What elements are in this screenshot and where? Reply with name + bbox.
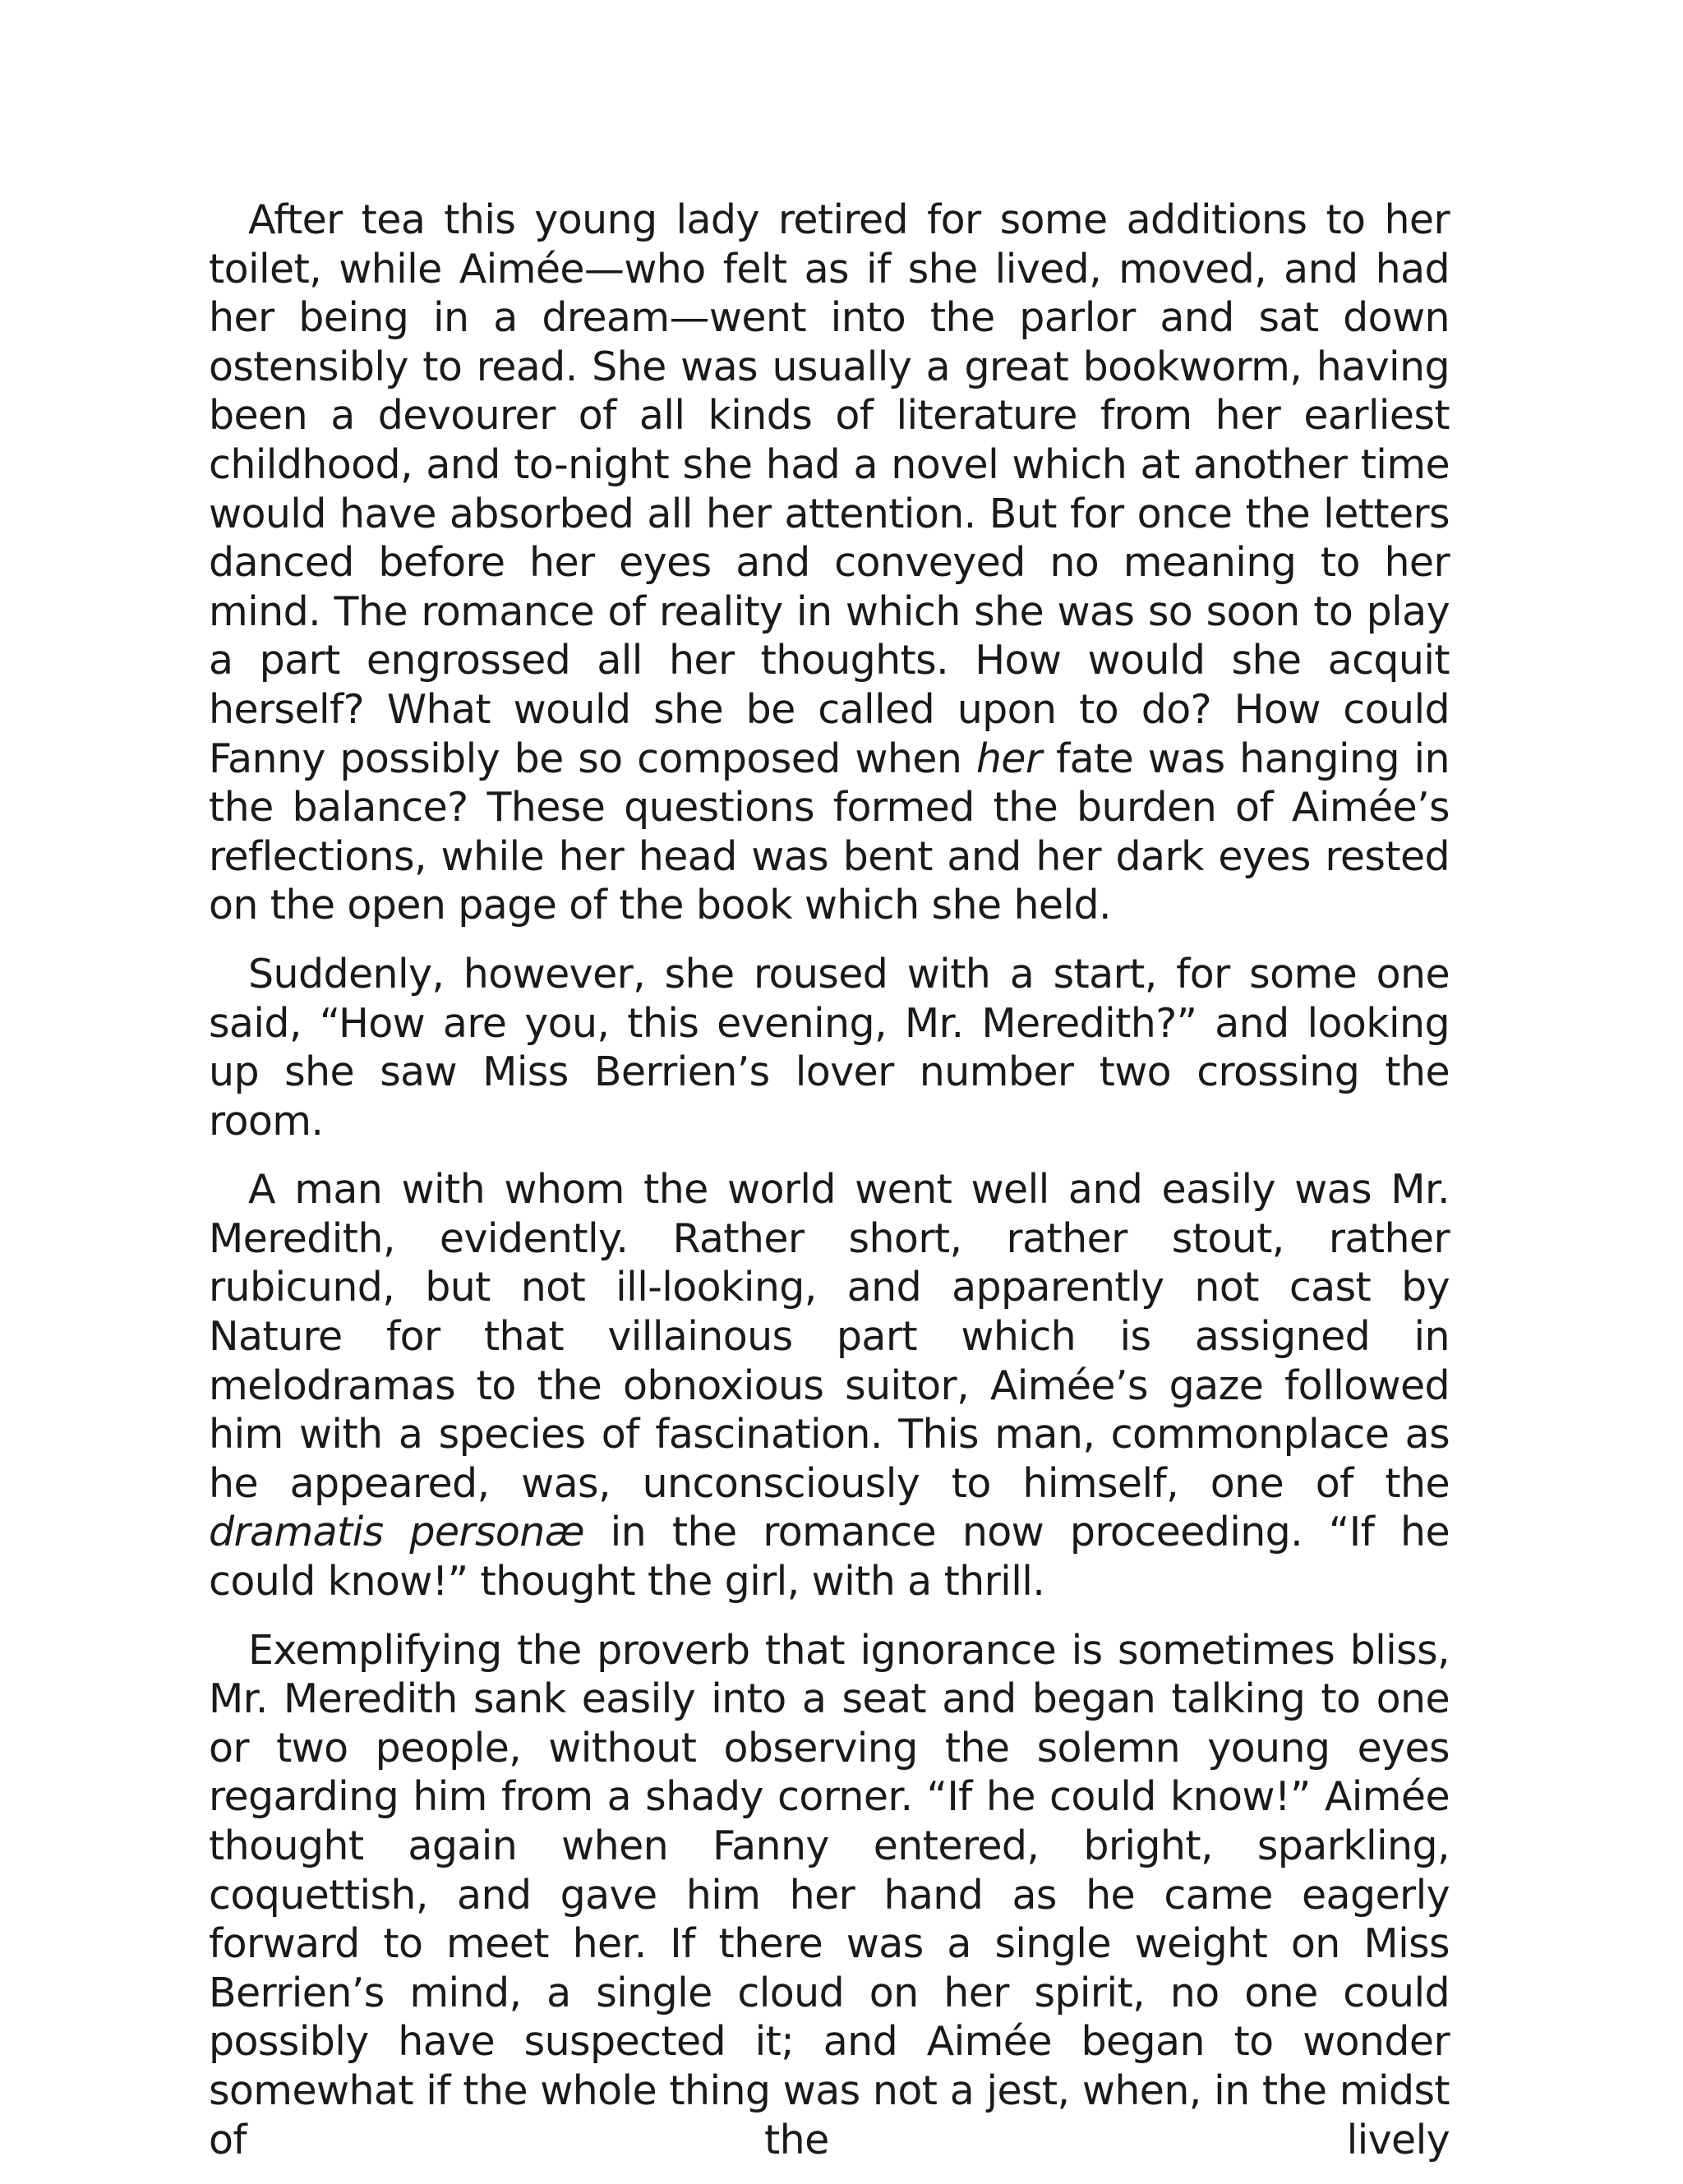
paragraph-3-text-2: in the romance now proceeding. “If he could know!” thought the girl, with a thrill.	[209, 1509, 1450, 1606]
paragraph-3-text-1: A man with whom the world went well and easily was Mr. Meredith, evidently. Rather short, rather stout, rather rubicund, but not ill-looking, and apparently not cast by Nature for that villainous part which is assigned in melodramas to the obnoxious suitor, Aimée’s gaze followed him with a species of fascination. This man, commonplace as he appeared, was, unconsciously to himself, one of the	[209, 1166, 1450, 1507]
paragraph-4-text-1: Exemplifying the proverb that ignorance is sometimes bliss, Mr. Meredith sank easily into a seat and began talking to one or two people, without observing the solemn young eyes regarding him from a shady corner. “If he could know!” Aimée thought again when Fanny entered, bright, sparkling, coquettish, and gave him her hand as he came eagerly forward to meet her. If there was a single weight on Miss Berrien’s mind, a single cloud on her spirit, no one could possibly have suspected it; and Aimée began to wonder somewhat if the whole thing was not a jest, when, in the midst of the lively	[209, 1626, 1450, 2163]
paragraph-1-text-2: fate was hanging in the balance? These questions formed the burden of Aimée’s reflections, while her head was bent and her dark eyes rested on the open page of the book which she held.	[209, 735, 1450, 929]
body-text	[209, 196, 1450, 2184]
paragraph-3-italic-dramatis-personae: dramatis personæ	[209, 1509, 584, 1556]
paragraph-1	[209, 196, 1450, 930]
paragraph-2	[209, 950, 1450, 1145]
paragraph-3	[209, 1165, 1450, 1606]
paragraph-1-italic-her: her	[975, 735, 1042, 782]
paragraph-1-text-1: After tea this young lady retired for some additions to her toilet, while Aimée—who felt as if she lived, moved, and had her being in a dream—went into the parlor and sat down ostensibly to read. She was usually a great bookworm, having been a devourer of all kinds of literature from her earliest childhood, and to-night she had a novel which at another time would have absorbed all her attention. But for once the letters danced before her eyes and conveyed no meaning to her mind. The romance of reality in which she was so soon to play a part engrossed all her thoughts. How would she acquit herself? What would she be called upon to do? How could Fanny possibly be so composed when	[209, 196, 1450, 782]
paragraph-2-text-1: Suddenly, however, she roused with a start, for some one said, “How are you, this evening, Mr. Meredith?” and looking up she saw Miss Berrien’s lover number two crossing the room.	[209, 950, 1450, 1145]
paragraph-4	[209, 1626, 1450, 2165]
